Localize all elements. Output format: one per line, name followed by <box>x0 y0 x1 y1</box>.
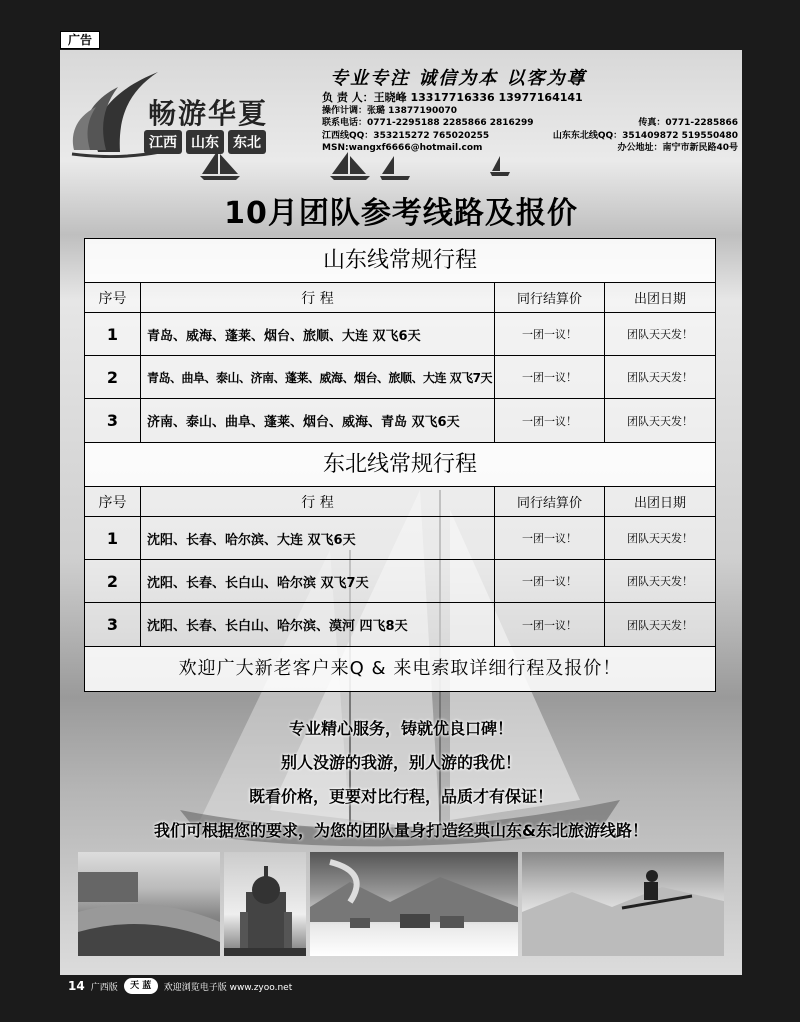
row-price: 一团一议！ <box>495 560 605 602</box>
promo-line: 别人没游的我游，别人游的我优！ <box>280 753 521 772</box>
table-row <box>85 399 715 442</box>
row-price: 一团一议！ <box>495 603 605 646</box>
region-tag: 山东 <box>186 130 224 154</box>
planner-contact: 操作计调：张璐 13877190070 <box>322 105 458 116</box>
phone-contact: 联系电话：0771-2295188 2285866 2816299 <box>322 118 534 128</box>
qq-shandong: 山东东北线QQ：351409872 519550480 <box>552 130 738 141</box>
section-shandong <box>85 239 715 443</box>
row-date: 团队天天发！ <box>627 414 693 428</box>
table-row <box>85 517 715 560</box>
col-price: 同行结算价 <box>495 487 605 516</box>
col-date: 出团日期 <box>633 496 686 511</box>
advertisement-page <box>60 50 742 975</box>
slogan: 专业专注 诚信为本 以客为尊 <box>330 68 587 89</box>
promo-line: 专业精心服务，铸就优良口碑！ <box>288 719 513 738</box>
col-no: 序号 <box>85 487 141 516</box>
col-route: 行 程 <box>141 487 495 516</box>
row-route: 济南、泰山、曲阜、蓬莱、烟台、威海、青岛 双飞6天 <box>141 399 495 442</box>
page-number: 14 <box>68 979 85 993</box>
row-no: 2 <box>85 560 141 602</box>
row-no: 3 <box>85 399 141 442</box>
snow-village-photo <box>310 852 518 956</box>
contact-info <box>322 92 738 155</box>
table-row <box>85 560 715 603</box>
row-route: 沈阳、长春、哈尔滨、大连 双飞6天 <box>141 517 495 559</box>
table-row <box>85 356 715 399</box>
promo-line: 我们可根据您的要求，为您的团队量身打造经典山东&东北旅游线路！ <box>154 821 648 840</box>
row-price: 一团一议！ <box>495 517 605 559</box>
page-title: 10月团队参考线路及报价 <box>224 196 578 231</box>
row-price: 一团一议！ <box>495 356 605 398</box>
beach-photo <box>78 852 220 956</box>
row-date: 团队天天发！ <box>627 532 693 545</box>
region-tag: 江西 <box>144 130 182 154</box>
col-date: 出团日期 <box>633 292 686 307</box>
region-tag: 东北 <box>228 130 266 154</box>
col-route: 行 程 <box>141 283 495 312</box>
qq-jiangxi: 江西线QQ：353215272 765020255 <box>322 130 490 141</box>
row-no: 1 <box>85 517 141 559</box>
manager-contact: 负 责 人：王晓峰 13317716336 13977164141 <box>322 91 583 104</box>
table-header <box>85 487 715 517</box>
table-row <box>85 603 715 646</box>
route-price-table <box>84 238 716 692</box>
church-photo <box>224 852 306 956</box>
row-date: 团队天天发！ <box>627 575 693 588</box>
col-no: 序号 <box>85 283 141 312</box>
row-no: 3 <box>85 603 141 646</box>
row-price: 一团一议！ <box>495 399 605 442</box>
row-no: 2 <box>85 356 141 398</box>
row-price: 一团一议！ <box>495 313 605 355</box>
row-no: 1 <box>85 313 141 355</box>
row-route: 青岛、曲阜、泰山、济南、蓬莱、威海、烟台、旅顺、大连 双飞7天 <box>141 356 495 398</box>
address: 办公地址：南宁市新民路40号 <box>617 143 738 153</box>
row-date: 团队天天发！ <box>627 618 693 632</box>
magazine-logo: 天 蓝 <box>124 978 158 994</box>
msn-contact: MSN:wangxf6666@hotmail.com <box>322 143 483 153</box>
ad-tag: 广告 <box>60 31 100 49</box>
skiing-photo <box>522 852 724 956</box>
row-date: 团队天天发！ <box>627 328 693 341</box>
col-price: 同行结算价 <box>495 283 605 312</box>
table-row <box>85 313 715 356</box>
promo-lines <box>60 712 742 848</box>
row-route: 沈阳、长春、长白山、哈尔滨、漠河 四飞8天 <box>141 603 495 646</box>
section-title: 山东线常规行程 <box>85 239 715 283</box>
page-footer <box>68 978 292 994</box>
row-route: 沈阳、长春、长白山、哈尔滨 双飞7天 <box>141 560 495 602</box>
section-northeast <box>85 443 715 647</box>
promo-line: 既看价格，更要对比行程，品质才有保证！ <box>248 787 553 806</box>
footer-link[interactable]: 欢迎浏览电子版 www.zyoo.net <box>163 982 293 993</box>
section-title: 东北线常规行程 <box>85 443 715 487</box>
edition-label: 广西版 <box>90 982 118 993</box>
photo-strip <box>78 852 724 956</box>
fax-contact: 传真：0771-2285866 <box>638 118 738 128</box>
row-date: 团队天天发！ <box>627 371 693 384</box>
row-route: 青岛、威海、蓬莱、烟台、旅顺、大连 双飞6天 <box>141 313 495 355</box>
table-header <box>85 283 715 313</box>
brand-name: 畅游华夏 <box>148 97 269 130</box>
welcome-banner: 欢迎广大新老客户来Q & 来电索取详细行程及报价！ <box>85 647 715 691</box>
